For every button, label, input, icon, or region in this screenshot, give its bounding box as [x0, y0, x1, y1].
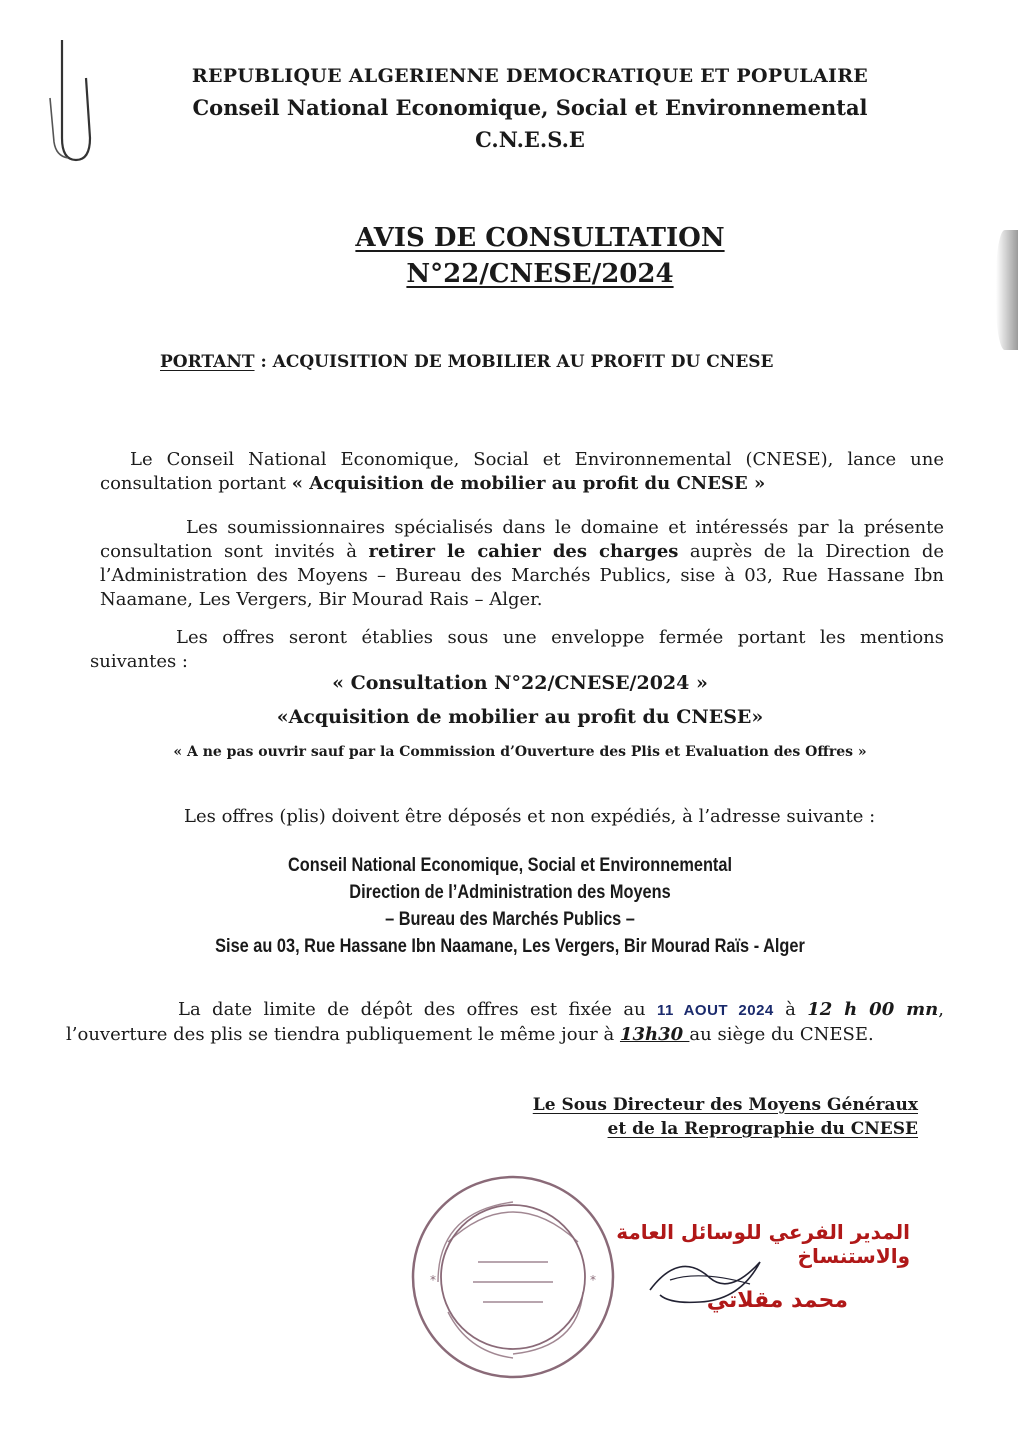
intro-text: Le Conseil National Economique, Social et Environnemental (CNESE), lance une consultation portant [100, 449, 944, 494]
deadline-text-b: à [773, 999, 808, 1020]
subject-text: : ACQUISITION DE MOBILIER AU PROFIT DU CNESE [254, 352, 774, 372]
notice-number: N°22/CNESE/2024 [406, 259, 674, 289]
paragraph-intro [100, 448, 944, 496]
paragraph-deadline [66, 998, 944, 1047]
paperclip-icon [40, 38, 100, 168]
subject-label: PORTANT [160, 352, 255, 372]
address-line2: Direction de l’Administration des Moyens [349, 882, 671, 903]
address-line3: – Bureau des Marchés Publics – [385, 909, 635, 930]
letterhead [120, 60, 940, 156]
bidders-text-a: Les soumissionnaires spécialisés dans le domaine et intéressés par la présente consultation sont invités à [100, 517, 944, 562]
date-stamp: 11 AOUT 2024 [657, 1002, 774, 1019]
signer-line1: Le Sous Directeur des Moyens Généraux [532, 1095, 918, 1115]
signer-title [480, 1093, 918, 1141]
official-seal-icon [408, 1172, 618, 1382]
address-line4: Sise au 03, Rue Hassane Ibn Naamane, Les Vergers, Bir Mourad Raïs - Alger [215, 936, 805, 957]
svg-text:*: * [430, 1273, 436, 1287]
council-name: Conseil National Economique, Social et Environnemental [192, 95, 868, 120]
notice-title [300, 220, 780, 292]
svg-text:*: * [590, 1273, 596, 1287]
intro-object: « Acquisition de mobilier au profit du CNESE » [291, 473, 766, 494]
deadline-text-d: au siège du CNESE. [689, 1024, 874, 1045]
bidders-text-b: retirer le cahier des charges [368, 541, 679, 562]
offers-text: Les offres seront établies sous une enveloppe fermée portant les mentions suivantes : [90, 627, 944, 672]
deadline-text-a: La date limite de dépôt des offres est fixée au [178, 999, 657, 1020]
paragraph-bidders [100, 516, 944, 612]
delivery-address [183, 852, 837, 960]
notice-subject [160, 352, 880, 372]
opening-time: 13h30 [619, 1024, 690, 1045]
bidders-text-c: auprès de la Direction de l’Administration des Moyens – Bureau des Marchés Publics, sise à 03, Rue Hassane Ibn Naamane, Les Vergers, Bir Mourad Rais – Alger. [100, 541, 944, 610]
stamp-arabic-title: المدير الفرعي للوسائل العامة والاستنساخ [616, 1220, 910, 1268]
mention-consultation: « Consultation N°22/CNESE/2024 » [332, 672, 708, 694]
mention-object: «Acquisition de mobilier au profit du CNESE» [276, 706, 764, 728]
paragraph-offers [90, 626, 944, 674]
address-line1: Conseil National Economique, Social et Environnemental [287, 855, 732, 876]
mention-do-not-open: « A ne pas ouvrir sauf par la Commission d’Ouverture des Plis et Evaluation des Offres » [173, 744, 867, 760]
notice-title-line1: AVIS DE CONSULTATION [355, 223, 725, 253]
deadline-text-c: , l’ouverture des plis se tiendra publiquement le même jour à [66, 999, 944, 1045]
republic-heading: REPUBLIQUE ALGERIENNE DEMOCRATIQUE ET POPULAIRE [191, 65, 869, 87]
scan-edge-shadow [996, 230, 1018, 350]
deadline-time: 12 h 00 mn [807, 999, 939, 1020]
stamp-arabic-name: محمد مقلاتي [706, 1288, 848, 1313]
paragraph-deposit: Les offres (plis) doivent être déposés et non expédiés, à l’adresse suivante : [184, 806, 876, 827]
signer-line2: et de la Reprographie du CNESE [607, 1119, 918, 1139]
council-acronym: C.N.E.S.E [475, 127, 585, 152]
